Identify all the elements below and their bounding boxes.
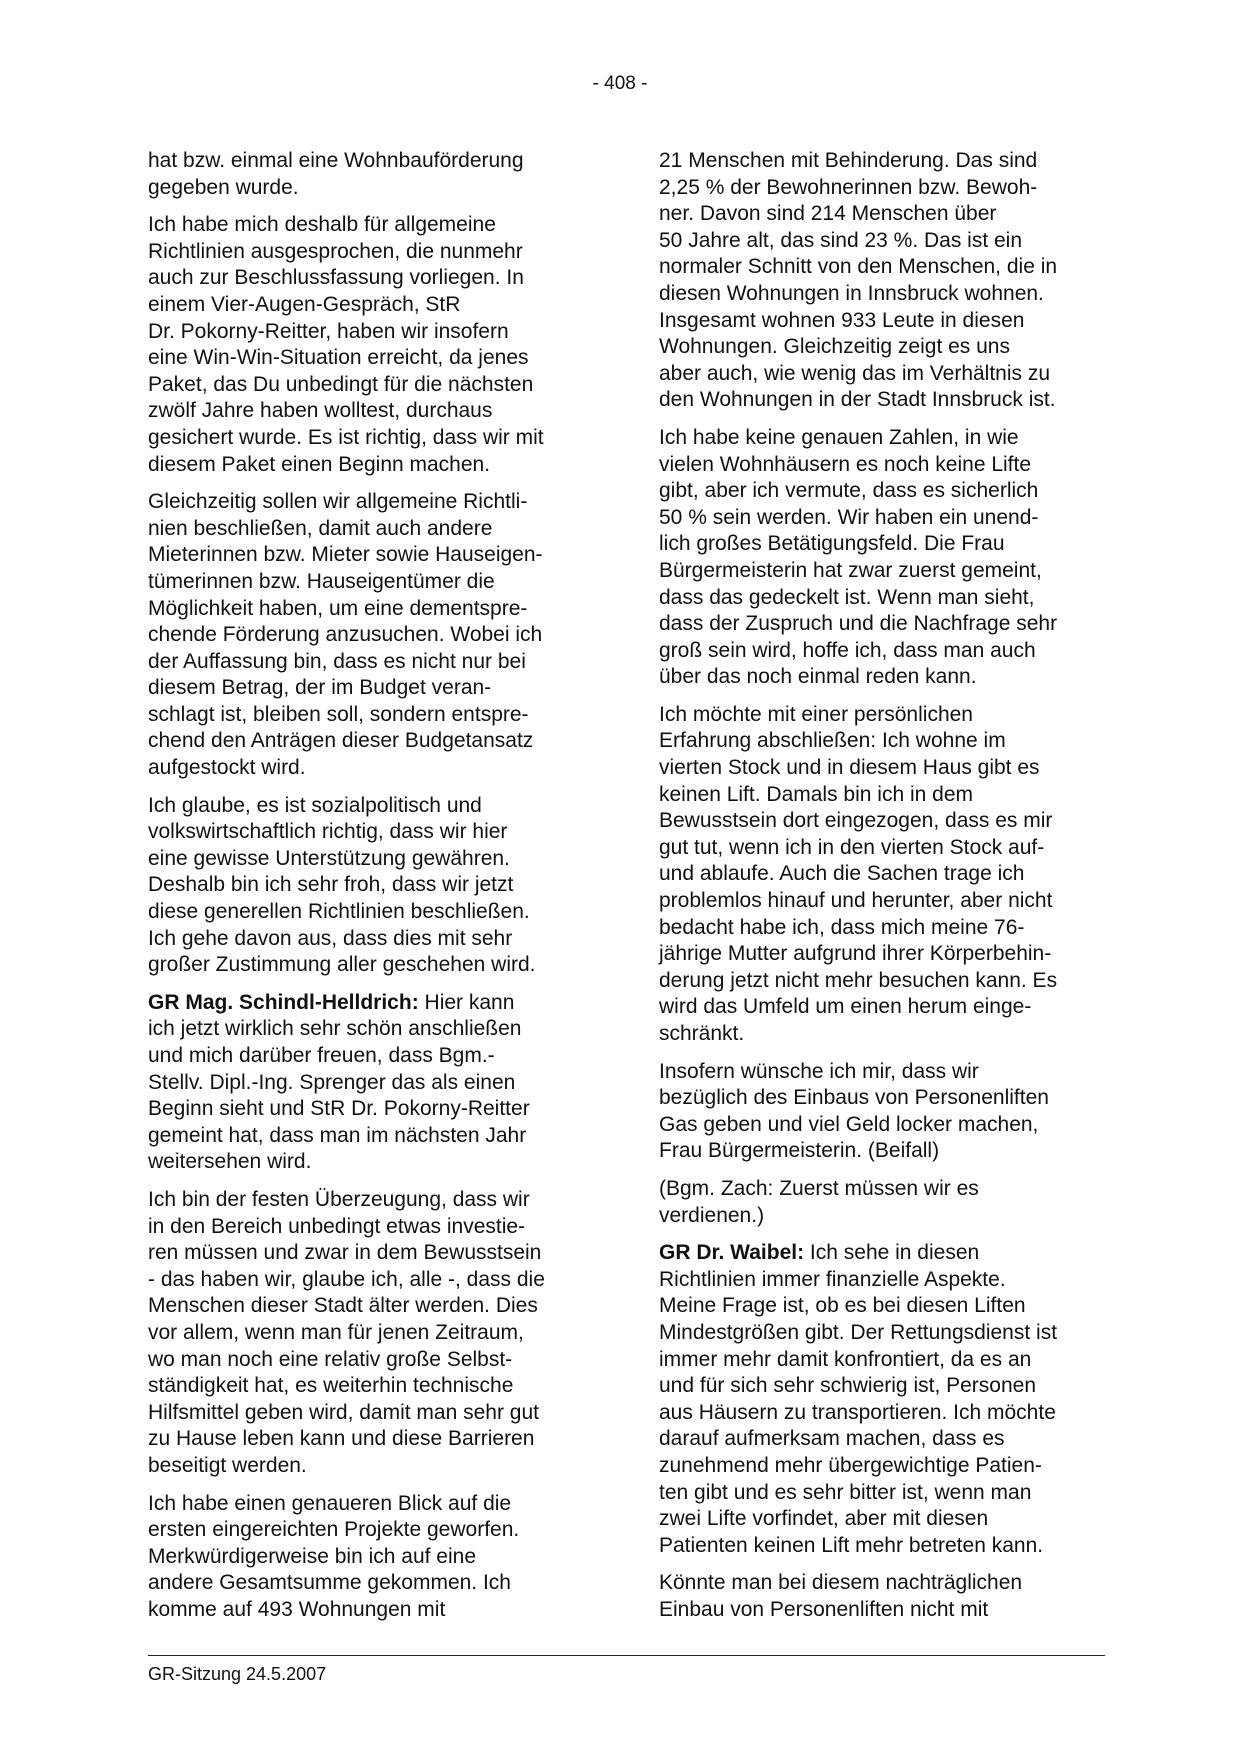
footer-divider — [148, 1655, 1105, 1656]
speech-text: Hier kann ich jetzt wirklich sehr schön anschließen und mich darüber freuen, dass Bgm.- Stellv. Dipl.-Ing. Sprenger das als einen Beginn sieht und StR Dr. Pokorny-Reitter gemeint hat, dass man im nächsten Jahr weitersehen wird. — [148, 990, 530, 1174]
speech-paragraph — [148, 990, 593, 1176]
paragraph: Ich glaube, es ist sozialpolitisch und volkswirtschaftlich richtig, dass wir hier eine gewisse Unterstützung gewähren. Deshalb bin ich sehr froh, dass wir jetzt diese generellen Richtlinien beschließen. Ich gehe davon aus, dass dies mit sehr großer Zustimmung aller geschehen wird. — [148, 793, 536, 977]
left-column — [148, 148, 593, 1634]
paragraph: hat bzw. einmal eine Wohnbauförderung gegeben wurde. — [148, 149, 524, 199]
speech-paragraph — [659, 1240, 1104, 1559]
speech-text: Ich sehe in diesen Richtlinien immer finanzielle Aspekte. Meine Frage ist, ob es bei diesen Liften Mindestgrößen gibt. Der Rettungsdienst ist immer mehr damit konfrontiert, da es an und für sich sehr schwierig ist, Personen aus Häusern zu transportieren. Ich möchte darauf aufmerksam machen, dass es zunehmend mehr übergewichtige Patien- ten gibt und es sehr bitter ist, wenn man zwei Lifte vorfindet, aber mit diesen Patienten keinen Lift mehr betreten kann. — [659, 1241, 1058, 1557]
interjection-paragraph: (Bgm. Zach: Zuerst müssen wir es verdienen.) — [659, 1176, 979, 1227]
paragraph: Ich bin der festen Überzeugung, dass wir in den Bereich unbedingt etwas investie- ren müssen und zwar in dem Bewusstsein - das haben wir, glaube ich, alle -, dass die Menschen dieser Stadt älter werden. Dies vor allem, wenn man für jenen Zeitraum, wo man noch eine relativ große Selbst- ständigkeit hat, es weiterhin technische Hilfsmittel geben wird, damit man sehr gut zu Hause leben kann und diese Barrieren beseitigt werden. — [148, 1187, 545, 1477]
paragraph: Ich habe mich deshalb für allgemeine Richtlinien ausgesprochen, die nunmehr auch zur Beschlussfassung vorliegen. In einem Vier-Augen-Gespräch, StR Dr. Pokorny-Reitter, haben wir insofern eine Win-Win-Situation erreicht, da jenes Paket, das Du unbedingt für die nächsten zwölf Jahre haben wolltest, durchaus gesichert wurde. Es ist richtig, dass wir mit diesem Paket einen Beginn machen. — [148, 213, 544, 476]
paragraph: Gleichzeitig sollen wir allgemeine Richtli- nien beschließen, damit auch andere Mieterinnen bzw. Mieter sowie Hauseigen- tümerinnen bzw. Hauseigentümer die Möglichkeit haben, um eine dementspre- chende Förderung anzusuchen. Wobei ich der Auffassung bin, dass es nicht nur bei diesem Betrag, der im Budget veran- schlagt ist, bleiben soll, sondern entspre- chend den Anträgen dieser Budgetansatz aufgestockt wird. — [148, 490, 543, 780]
page-number: - 408 - — [592, 73, 648, 94]
paragraph: Ich möchte mit einer persönlichen Erfahrung abschließen: Ich wohne im vierten Stock und in diesem Haus gibt es keinen Lift. Damals bin ich in dem Bewusstsein dort eingezogen, dass es mir gut tut, wenn ich in den vierten Stock auf- und ablaufe. Auch die Sachen trage ich problemlos hinauf und herunter, aber nicht bedacht habe ich, dass mich meine 76- jährige Mutter aufgrund ihrer Körperbehin- derung jetzt nicht mehr besuchen kann. Es wird das Umfeld um einen herum einge- schränkt. — [659, 702, 1058, 1045]
paragraph: Könnte man bei diesem nachträglichen Einbau von Personenliften nicht mit — [659, 1571, 1023, 1621]
right-column — [659, 148, 1104, 1634]
paragraph: Ich habe keine genauen Zahlen, in wie vielen Wohnhäusern es noch keine Lifte gibt, aber ich vermute, dass es sicherlich 50 % sein werden. Wir haben ein unend- lich großes Betätigungsfeld. Die Frau Bürgermeisterin hat zwar zuerst gemeint, dass das gedeckelt ist. Wenn man sieht, dass der Zuspruch und die Nachfrage sehr groß sein wird, hoffe ich, dass man auch über das noch einmal reden kann. — [659, 425, 1058, 689]
paragraph: 21 Menschen mit Behinderung. Das sind 2,25 % der Bewohnerinnen bzw. Bewoh- ner. Davon sind 214 Menschen über 50 Jahre alt, das sind 23 %. Das ist ein normaler Schnitt von den Menschen, die in diesen Wohnungen in Innsbruck wohnen. Insgesamt wohnen 933 Leute in diesen Wohnungen. Gleichzeitig zeigt es uns aber auch, wie wenig das im Verhältnis zu den Wohnungen in der Stadt Innsbruck ist. — [659, 149, 1058, 412]
paragraph: Ich habe einen genaueren Blick auf die ersten eingereichten Projekte geworfen. Merkwürdigerweise bin ich auf eine andere Gesamtsumme gekommen. Ich komme auf 493 Wohnungen mit — [148, 1491, 520, 1621]
speaker-name: GR Mag. Schindl-Helldrich: — [148, 990, 419, 1014]
speaker-name: GR Dr. Waibel: — [659, 1241, 805, 1265]
paragraph: Insofern wünsche ich mir, dass wir bezüglich des Einbaus von Personenliften Gas geben und viel Geld locker machen, Frau Bürgermeisterin. (Beifall) — [659, 1059, 1049, 1163]
footer-session-date: GR-Sitzung 24.5.2007 — [148, 1664, 327, 1684]
